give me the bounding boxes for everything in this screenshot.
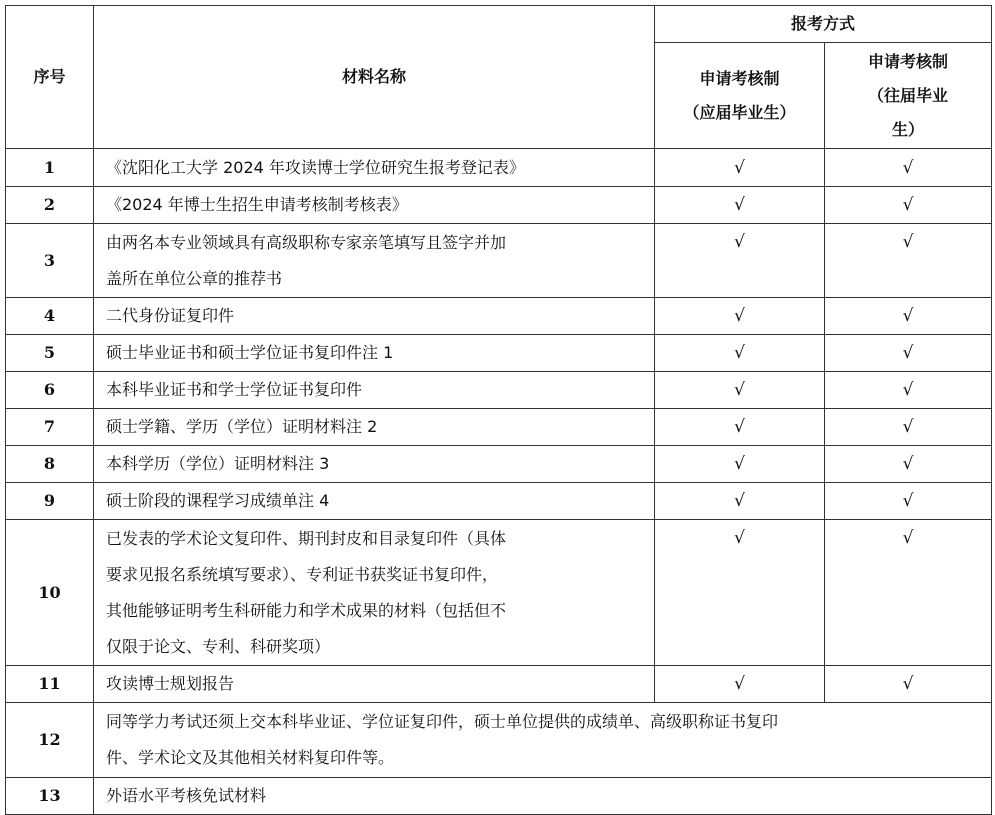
material-name-line: 本科毕业证书和学士学位证书复印件	[106, 380, 363, 399]
table-row	[6, 224, 992, 298]
table-row	[6, 149, 992, 187]
check-mark-icon: √	[734, 674, 745, 694]
check-past	[825, 372, 992, 409]
table-row	[6, 409, 992, 446]
check-past	[825, 187, 992, 224]
table-row	[6, 335, 992, 372]
check-mark-icon: √	[902, 528, 914, 548]
check-mark-icon: √	[902, 195, 914, 215]
table-row	[6, 483, 992, 520]
material-name-line: 硕士毕业证书和硕士学位证书复印件注 1	[106, 343, 394, 362]
check-mark-icon: √	[734, 528, 745, 548]
check-past	[825, 298, 992, 335]
check-past	[825, 335, 992, 372]
row-number: 11	[6, 666, 94, 703]
row-number: 6	[6, 372, 94, 409]
table-row	[6, 778, 992, 815]
row-number: 10	[6, 520, 94, 666]
check-mark-icon: √	[902, 343, 914, 363]
material-name-line: 《沈阳化工大学 2024 年攻读博士学位研究生报考登记表》	[106, 157, 525, 177]
table-row	[6, 666, 992, 703]
row-number: 2	[6, 187, 94, 224]
material-name-line: 本科学历（学位）证明材料注 3	[106, 454, 330, 473]
row-number: 9	[6, 483, 94, 520]
material-name	[94, 409, 655, 446]
material-name	[94, 149, 655, 187]
check-mark-icon: √	[902, 232, 914, 252]
material-name	[94, 483, 655, 520]
header-fresh-line: 申请考核制	[699, 68, 780, 88]
header-past-line: 生）	[892, 119, 925, 139]
row-number: 4	[6, 298, 94, 335]
check-fresh	[655, 409, 825, 446]
material-name	[94, 372, 655, 409]
check-fresh	[655, 446, 825, 483]
table-row	[6, 703, 992, 778]
check-mark-icon: √	[902, 157, 914, 178]
material-name-line: 硕士阶段的课程学习成绩单注 4	[106, 491, 330, 510]
row-number: 3	[6, 224, 94, 298]
check-mark-icon: √	[734, 417, 745, 437]
material-name-line: 攻读博士规划报告	[106, 674, 235, 693]
row-number: 1	[6, 149, 94, 187]
material-name	[94, 298, 655, 335]
check-past	[825, 224, 992, 298]
material-name-line: 由两名本专业领域具有高级职称专家亲笔填写且签字并加	[106, 232, 507, 252]
table-row	[6, 446, 992, 483]
row-number: 12	[6, 703, 94, 778]
check-past	[825, 520, 992, 666]
material-name-line: 外语水平考核免试材料	[106, 786, 267, 805]
header-past-line: （往届毕业	[868, 85, 949, 105]
check-mark-icon: √	[734, 157, 745, 178]
check-mark-icon: √	[734, 491, 745, 511]
check-fresh	[655, 335, 825, 372]
check-mark-icon: √	[734, 195, 745, 215]
row-number: 8	[6, 446, 94, 483]
check-fresh	[655, 483, 825, 520]
check-mark-icon: √	[734, 380, 745, 400]
material-name	[94, 224, 655, 298]
material-name	[94, 335, 655, 372]
check-fresh	[655, 298, 825, 335]
check-mark-icon: √	[902, 491, 914, 511]
header-name: 材料名称	[94, 6, 655, 149]
check-past	[825, 483, 992, 520]
material-name-line: 《2024 年博士生招生申请考核制考核表》	[106, 195, 408, 214]
row-number: 13	[6, 778, 94, 815]
material-name	[94, 703, 992, 778]
check-mark-icon: √	[734, 454, 745, 474]
header-method: 报考方式	[655, 6, 992, 43]
material-name-line: 硕士学籍、学历（学位）证明材料注 2	[106, 417, 378, 436]
material-name-line: 其他能够证明考生科研能力和学术成果的材料（包括但不	[106, 600, 507, 620]
check-past	[825, 666, 992, 703]
material-name	[94, 446, 655, 483]
check-fresh	[655, 224, 825, 298]
header-fresh-line: （应届毕业生）	[683, 102, 796, 122]
check-fresh	[655, 187, 825, 224]
header-seq: 序号	[6, 6, 94, 149]
check-mark-icon: √	[734, 343, 745, 363]
material-name	[94, 187, 655, 224]
header-fresh	[655, 43, 825, 149]
material-name	[94, 666, 655, 703]
check-mark-icon: √	[902, 454, 914, 474]
row-number: 5	[6, 335, 94, 372]
header-row	[6, 6, 992, 43]
material-name-line: 仅限于论文、专利、科研奖项）	[106, 636, 331, 656]
table-row	[6, 187, 992, 224]
material-name	[94, 520, 655, 666]
check-mark-icon: √	[902, 306, 914, 326]
check-fresh	[655, 372, 825, 409]
material-name-line: 同等学力考试还须上交本科毕业证、学位证复印件，硕士单位提供的成绩单、高级职称证书复印	[106, 712, 779, 731]
table-row	[6, 372, 992, 409]
material-name-line: 件、学术论文及其他相关材料复印件等。	[106, 748, 395, 767]
material-name-line: 已发表的学术论文复印件、期刊封皮和目录复印件（具体	[106, 528, 507, 548]
check-mark-icon: √	[902, 380, 914, 400]
check-mark-icon: √	[902, 417, 914, 437]
material-name-line: 盖所在单位公章的推荐书	[106, 268, 283, 288]
check-fresh	[655, 520, 825, 666]
material-name-line: 要求见报名系统填写要求）、专利证书获奖证书复印件，	[106, 564, 499, 584]
materials-table	[5, 5, 992, 815]
check-past	[825, 149, 992, 187]
material-name-line: 二代身份证复印件	[106, 306, 235, 325]
check-past	[825, 409, 992, 446]
check-mark-icon: √	[902, 674, 914, 694]
check-mark-icon: √	[734, 306, 745, 326]
table-row	[6, 520, 992, 666]
header-past	[825, 43, 992, 149]
header-past-line: 申请考核制	[868, 51, 949, 71]
row-number: 7	[6, 409, 94, 446]
table-row	[6, 298, 992, 335]
check-fresh	[655, 666, 825, 703]
check-mark-icon: √	[734, 232, 745, 252]
check-fresh	[655, 149, 825, 187]
check-past	[825, 446, 992, 483]
material-name	[94, 778, 992, 815]
